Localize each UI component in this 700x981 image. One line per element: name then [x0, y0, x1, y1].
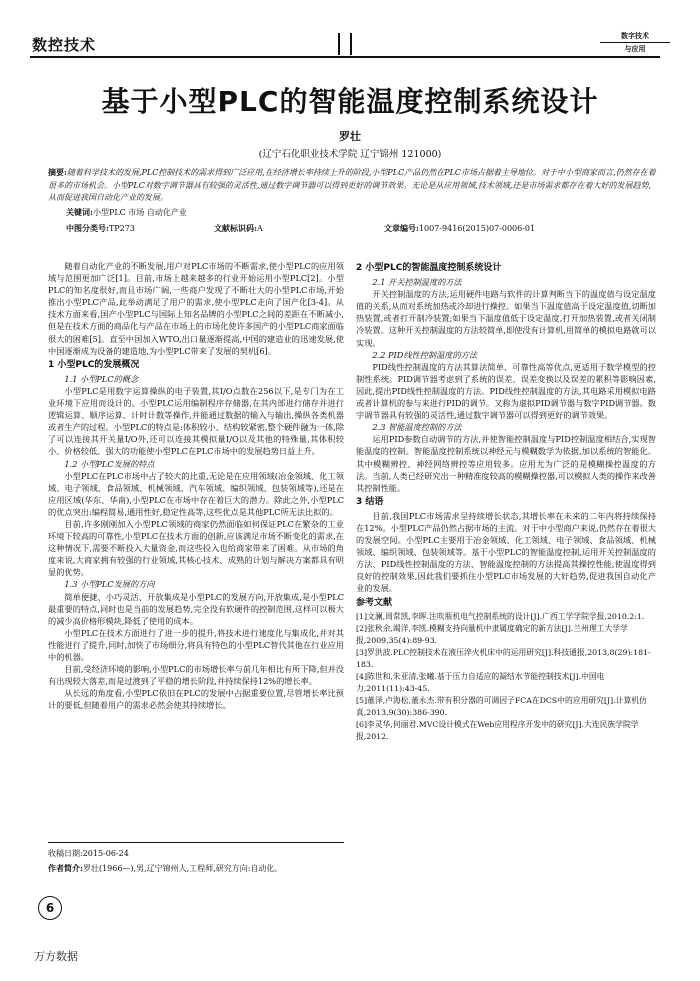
reference-list: [356, 611, 656, 743]
paper-title: 基于小型PLC的智能温度控制系统设计: [101, 85, 599, 118]
intro-paragraph: 随着自动化产业的不断发展,用户对PLC市场的不断需求,使小型PLC的应用领域与范围更加广泛[1]。目前,市场上越来越多的行业开始运用小型PLC[2]。小型PLC的知名度很好,而且市场广阔,一些商户发现了不断壮大的小型PLC市场,开始推出小型PLC产品,此举动满足了用户的需求,使小型PLC走向了国产化[3-4]。从技术方面来看,国产小型PLC与国际上知名品牌的小型PLC之间的差距在不断减小,但是在技术方面的商品化与产品在市场上的市场化使许多国产的小型PLC商家面临很大的困难[5]。直至中国加入WTO,出口量逐渐提高,中国的建造业的迅速发展,使中国逐渐成为设备的建造地,为小型PLC带来了发展的契机[6]。: [48, 261, 344, 356]
section-heading: 3 结语: [356, 496, 384, 507]
page-number: 6: [38, 896, 62, 920]
paragraph: 目前,许多刚刚加入小型PLC领域的商家仍然面临如何保证PLC在繁杂的工业环境下较高的可靠性,小型PLC在技术方面的创新,应该满足市场不断变化的需求,在这种情况下,需要不断投入大量资金,而这些投入也给商家带来了困难。从市场的角度来说,大商家拥有较强的行业领域,其核心技术、成熟的计划与解决方案都具有明显的优势。: [48, 518, 344, 578]
paragraph: 小型PLC在技术方面进行了进一步的提升,将技术进行速度化与集成化,并对其性能进行了提升,同时,加快了市场细分,将具有特色的小型PLC替代其他在行业应用中的机器。: [48, 627, 344, 662]
left-column: [48, 260, 344, 711]
paragraph: 运用PID参数自动调节的方法,并使智能控制温度与PID控制温度相结合,实现智能温度的控制。智能温度控制系统以神经元与模糊数学为依据,加以系统的智能化。其中模糊辨控、神经网络辨控等应用较多。应用尤为广泛的是模糊操控温度的方法。当前,人类已经研究出一种精准度较高的模糊操控器,可以模拟人类的操作来改善其控制性能。: [356, 434, 656, 493]
subsection-heading: 2.3 智能温度控制的方法: [372, 422, 462, 433]
reference-item: [6]李灵华,何丽君.MVC设计模式在Web应用程序开发中的研究[J].大连民族学院学报,2012.: [356, 719, 639, 741]
doc-code-label: 文献标识码:: [214, 223, 257, 233]
abstract-label: 摘要:: [48, 167, 67, 177]
paragraph: 开关控制温度的方法,运用硬件电路与软件的计算判断当下的温度值与设定温度值的关系,从而对系统加热或冷却进行操控。如果当下温度值高于设定温度值,切断加热装置,或者打开制冷装置;如果当下温度值低于设定温度,打开加热装置,或者关闭制冷装置。这种开关控制温度的方法较简单,即使没有计算机,用简单的模拟电路就可以实现。: [356, 289, 656, 348]
section-heading: 2 小型PLC的智能温度控制系统设计: [356, 263, 502, 273]
paragraph: 目前,我国PLC市场需求呈持续增长状态,其增长率在未来的二年内将持续保持在12%。小型PLC产品仍然占据市场的主流。对于中小型商户来说,仍然存在着很大的发展空间。小型PLC主要用于冶金领域、化工领域、电子领域、食品领域、机械领域、编织领域、包装领域等。基于小型PLC的智能温度控制,运用开关控制温度的方法、PID线性控制温度的方法、智能温度控制的方法提高其操控性能,使温度得到良好的控制效果,因此我们要抓住小型PLC市场发展的大好趋势,促进我国自动化产业的发展。: [356, 510, 657, 594]
paragraph: 小型PLC是用数字运算操纵的电子装置,其I/O点数在256以下,是专门为在工业环境下应用而设计的。小型PLC运用编制程序存储器,在其内部进行储存并进行逻辑运算、顺序运算、计时计数等操作,并能通过数据的输入与输出,操纵各类机器或者生产的过程。小型PLC的特点是:体积较小、结构较紧密,整个硬件融为一体,除了可以连接其开关量I/O外,还可以连接其模拟量I/O以及其他的特殊量,其体积较小、价格较低、强大的功能使小型PLC在PLC市场中的发展趋势日益上升。: [48, 385, 344, 457]
subsection-heading: 1.1 小型PLC的概念: [64, 373, 139, 384]
affiliation: (辽宁石化职业技术学院 辽宁锦州 121000): [258, 149, 442, 160]
classification-value: TP273: [108, 224, 135, 233]
paragraph: 从长远的角度看,小型PLC依旧在PLC的发展中占据重要位置,尽管增长率比预计的要低,但随着用户的需求必然会使其持续增长。: [48, 688, 344, 711]
references-heading: 参考文献: [356, 597, 393, 608]
header-divider: [338, 33, 340, 55]
keywords: [66, 207, 187, 218]
right-column: [356, 260, 656, 743]
paragraph: PID线性控制温度的方法其算法简单、可靠性高等优点,更适用于数学模型的控制性系统。PID调节器考虑到了系统的误差、误差变换以及误差的累积等影响因素,因此,提出PID线性控制温度的方法。PID线性控制温度的方法,其电路采用模拟电路或者计算机的参与来进行PID的调节。又称为虚拟PID调节器与数字PID调节器。数字调节器具有较强的灵活性,通过数字调节器可以得到更好的调节效果。: [356, 361, 656, 421]
section-header: 数控技术: [32, 36, 97, 54]
reference-item: [2]张秋余,竭洋,李凯.模糊支持向量机中隶属度确定的新方法[J].兰州理工大学学报,2009,35(4):89-93.: [356, 623, 628, 645]
bio-label: 作者简介:: [48, 863, 83, 873]
reference-item: [5]董泽,卢海松,董永杰.带有积分器的可调因子FCA在DCS中的应用研究[J].计算机仿真,2013,9(30):386-390.: [356, 695, 647, 717]
reference-item: [3]罗洪波.PLC控制技术在液压淬火机床中的运用研究[J].科技通报,2013,8(29):181-183.: [356, 647, 651, 669]
received-date: 收稿日期:2015-06-24: [48, 849, 129, 858]
author-bio: [48, 862, 344, 875]
abstract-text: 随着科学技术的发展,PLC控制技术的需求得到广泛应用,在经济增长率持续上升的阶段,小型PLC产品仍然在PLC市场占据着主导地位。对于中小型商家而言,仍然存在着很多的市场机会。小型PLC对数字调节器具有较强的灵活性,通过数字调节器可以得到更好的调节效果。无论是从应用领域,技术领域,还是市场需求都存在着大好的发展趋势,从而促进我国自动化产业的发展。: [48, 168, 656, 202]
classification: [66, 223, 135, 234]
keywords-label: 关键词:: [66, 207, 93, 217]
doc-code-value: A: [256, 224, 263, 233]
article-number-value: 1007-9416(2015)07-0006-01: [418, 224, 536, 233]
bio-text: 罗壮(1966—),男,辽宁锦州人,工程师,研究方向:自动化。: [82, 864, 283, 873]
header-divider: [350, 33, 352, 55]
reference-item: [1]文澜,周常凯,李晖.注吹瓶机电气控制系统的设计[J].广西工学学院学报,2010.2:1.: [356, 611, 645, 621]
paragraph: 小型PLC在PLC市场中占了较大的比重,无论是在应用领域(冶金领域、化工领域、电子领域、食品领域、机械领域、汽车领域、编织领域、包装领域等),还是在应用区域(华东、华南),小型PLC在市场中存在着巨大的潜力。除此之外,小型PLC的优点突出:编程简易,通用性好,稳定性高等,这些优点是其他PLC所无法比拟的。: [48, 470, 344, 517]
logo-bottom: 与应用: [624, 45, 646, 53]
article-number: [384, 223, 535, 234]
abstract: [48, 166, 656, 205]
watermark: 万方数据: [34, 950, 78, 963]
header-rule: [30, 56, 660, 58]
author: 罗壮: [339, 130, 361, 143]
section-heading: 1 小型PLC的发展概况: [48, 359, 140, 370]
subsection-heading: 2.2 PID线性控制温度的方法: [372, 349, 478, 360]
logo-top: 数字技术: [600, 30, 670, 43]
subsection-heading: 1.2 小型PLC发展的特点: [64, 458, 155, 469]
paragraph: 简单便捷、小巧灵活、开放集成是小型PLC的发展方向,开放集成,是小型PLC最重要的特点,同时也是当前的发展趋势,完全没有软硬件的控制范围,这样可以极大的减少高价格形模块,降低了使用的成本。: [48, 591, 344, 626]
subsection-heading: 1.3 小型PLC发展的方向: [64, 579, 155, 590]
doc-code: [214, 223, 263, 234]
subsection-heading: 2.1 开关控制温度的方法: [372, 277, 462, 288]
footnote-rule: [48, 842, 344, 843]
classification-label: 中图分类号:: [66, 223, 109, 233]
reference-item: [4]陈世和,朱亚清,张曦.基于压力自适应的凝结水节能控制技术[J].中国电力,2011(11):43-45.: [356, 671, 605, 693]
keywords-text: 小型PLC 市场 自动化产业: [92, 208, 187, 217]
paragraph: 目前,受经济环境的影响,小型PLC的市场增长率与前几年相比有所下降,但并没有出现较大落差,而是过渡到了平稳的增长阶段,并持续保持12%的增长率。: [48, 664, 344, 687]
article-number-label: 文章编号:: [384, 223, 419, 233]
